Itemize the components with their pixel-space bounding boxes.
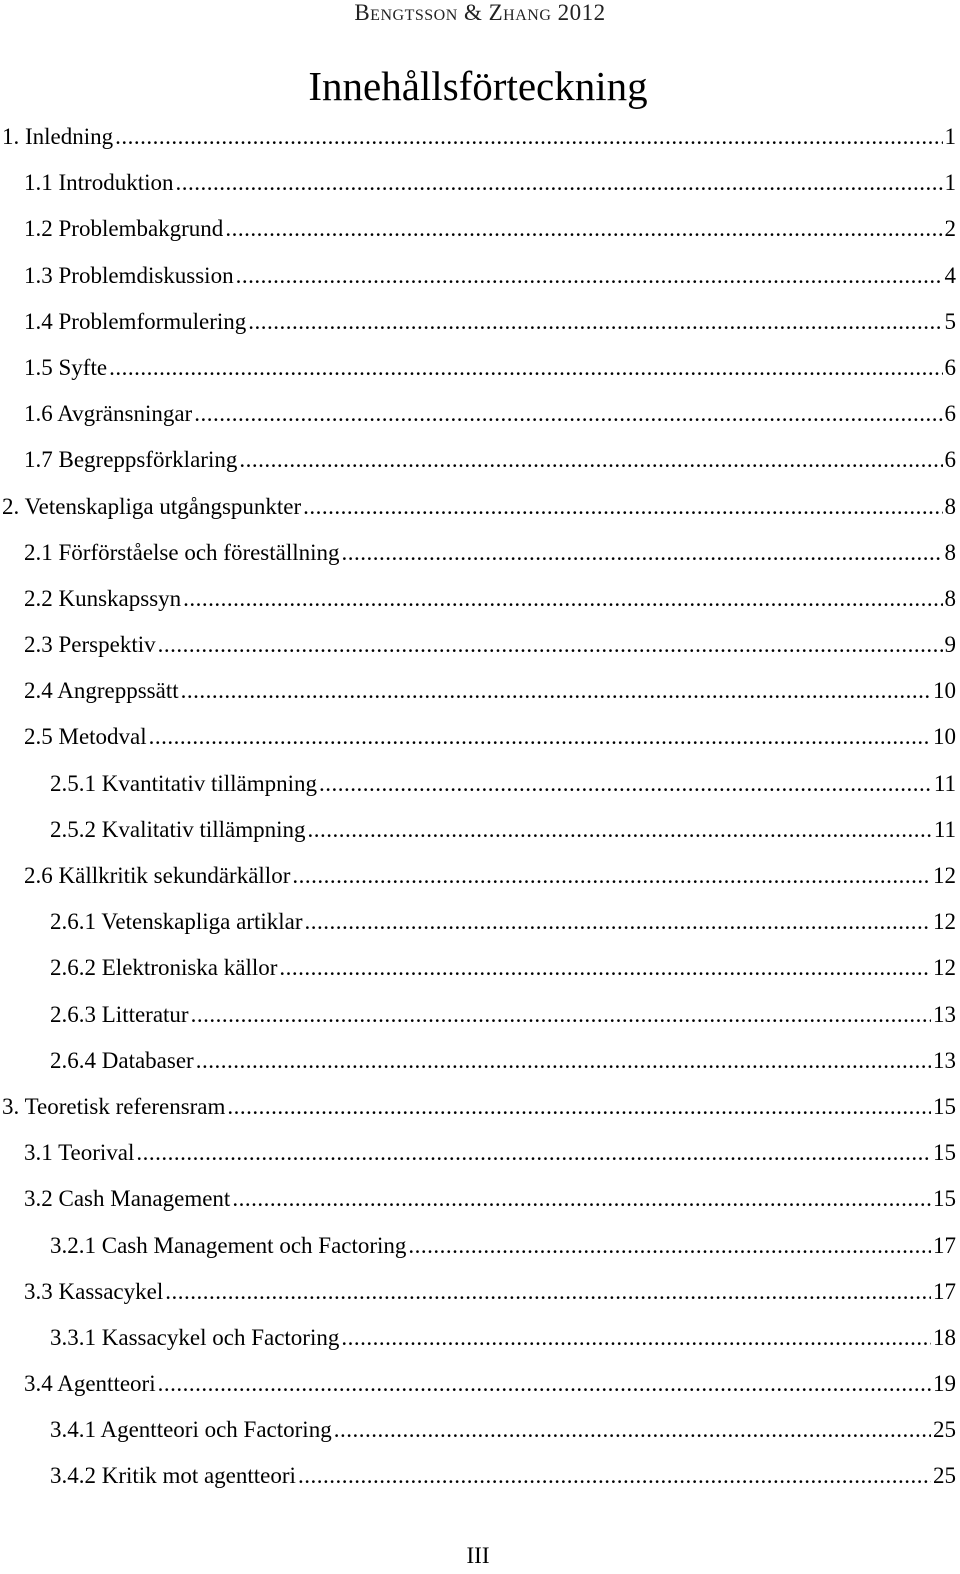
toc-entry-page: 11 (933, 770, 956, 796)
toc-entry-page: 8 (944, 585, 956, 611)
toc-entry[interactable] (0, 114, 956, 160)
toc-entry-page: 19 (933, 1371, 956, 1397)
toc-entry-label: 2.2 Kunskapssyn (24, 585, 182, 611)
toc-entry-label: 1.7 Begreppsförklaring (24, 447, 238, 473)
toc-entry-page: 12 (933, 909, 956, 935)
toc-entry-page: 9 (944, 632, 956, 658)
toc-entry-page: 11 (933, 816, 956, 842)
toc-entry-page: 17 (933, 1232, 956, 1258)
toc-entry-label: 3.3.1 Kassacykel och Factoring (50, 1324, 340, 1350)
toc-entry[interactable] (0, 345, 956, 391)
toc-entry-label: 1.2 Problembakgrund (24, 216, 224, 242)
toc-entry[interactable] (0, 1269, 956, 1315)
toc-entry-page: 4 (944, 262, 956, 288)
toc-entry[interactable] (0, 1453, 956, 1499)
toc-entry-label: 1.1 Introduktion (24, 170, 174, 196)
toc-entry-label: 2.6.2 Elektroniska källor (50, 955, 278, 981)
toc-dot-leader (225, 206, 942, 252)
toc-entry-page: 17 (933, 1278, 956, 1304)
toc-entry[interactable] (0, 1176, 956, 1222)
toc-entry[interactable] (0, 1084, 956, 1130)
toc-dot-leader (158, 622, 943, 668)
toc-entry[interactable] (0, 714, 956, 760)
page-title: Innehållsförteckning (308, 63, 648, 109)
toc-entry-page: 10 (933, 724, 956, 750)
toc-dot-leader (176, 160, 943, 206)
toc-dot-leader (342, 530, 943, 576)
table-of-contents (0, 114, 956, 1500)
toc-entry[interactable] (0, 761, 956, 807)
toc-entry[interactable] (0, 1223, 956, 1269)
toc-entry-label: 1.4 Problemformulering (24, 308, 247, 334)
toc-entry[interactable] (0, 853, 956, 899)
toc-entry-label: 2.5.2 Kvalitativ tillämpning (50, 816, 306, 842)
toc-entry[interactable] (0, 1407, 956, 1453)
toc-dot-leader (183, 576, 942, 622)
toc-dot-leader (236, 253, 943, 299)
toc-entry-label: 1.5 Syfte (24, 354, 108, 380)
toc-entry-page: 1 (944, 124, 956, 149)
toc-entry[interactable] (0, 253, 956, 299)
toc-entry[interactable] (0, 668, 956, 714)
toc-dot-leader (191, 992, 931, 1038)
toc-entry-page: 15 (933, 1140, 956, 1166)
toc-entry-page: 6 (944, 354, 956, 380)
toc-entry[interactable] (0, 1038, 956, 1084)
toc-entry[interactable] (0, 1361, 956, 1407)
toc-dot-leader (232, 1176, 931, 1222)
toc-entry-page: 12 (933, 955, 956, 981)
toc-entry[interactable] (0, 1315, 956, 1361)
toc-entry-label: 3.4.2 Kritik mot agentteori (50, 1463, 296, 1489)
toc-entry-page: 13 (933, 1001, 956, 1027)
toc-dot-leader (136, 1130, 931, 1176)
toc-entry[interactable] (0, 807, 956, 853)
toc-entry-label: 3. Teoretisk referensram (2, 1093, 226, 1119)
running-header: Bengtsson & Zhang 2012 (354, 0, 606, 25)
toc-entry-label: 2.6.1 Vetenskapliga artiklar (50, 909, 303, 935)
toc-dot-leader (196, 1038, 931, 1084)
toc-entry[interactable] (0, 206, 956, 252)
toc-entry[interactable] (0, 1130, 956, 1176)
toc-entry-label: 1.6 Avgränsningar (24, 401, 193, 427)
toc-dot-leader (279, 945, 931, 991)
toc-entry[interactable] (0, 530, 956, 576)
toc-dot-leader (165, 1269, 931, 1315)
toc-entry-label: 2.1 Förförståelse och föreställning (24, 539, 340, 565)
toc-dot-leader (239, 437, 942, 483)
toc-entry-label: 2.6.4 Databaser (50, 1047, 194, 1073)
toc-entry[interactable] (0, 945, 956, 991)
toc-dot-leader (248, 299, 942, 345)
toc-dot-leader (298, 1453, 931, 1499)
toc-dot-leader (319, 761, 932, 807)
toc-dot-leader (149, 714, 931, 760)
toc-entry[interactable] (0, 437, 956, 483)
toc-entry-label: 1.3 Problemdiskussion (24, 262, 234, 288)
toc-entry-label: 2.5 Metodval (24, 724, 147, 750)
toc-dot-leader (181, 668, 931, 714)
toc-entry-page: 10 (933, 678, 956, 704)
toc-entry-page: 6 (944, 401, 956, 427)
toc-entry-label: 1. Inledning (2, 124, 114, 149)
toc-dot-leader (158, 1361, 931, 1407)
toc-entry-page: 8 (944, 493, 956, 519)
toc-entry[interactable] (0, 622, 956, 668)
toc-dot-leader (115, 114, 942, 160)
toc-dot-leader (305, 899, 931, 945)
toc-entry-page: 15 (933, 1186, 956, 1212)
toc-entry[interactable] (0, 391, 956, 437)
toc-dot-leader (292, 853, 931, 899)
toc-entry-page: 18 (933, 1324, 956, 1350)
toc-entry[interactable] (0, 484, 956, 530)
toc-entry-page: 15 (933, 1093, 956, 1119)
toc-dot-leader (341, 1315, 931, 1361)
toc-entry[interactable] (0, 160, 956, 206)
toc-entry-page: 1 (944, 170, 956, 196)
toc-entry-label: 2. Vetenskapliga utgångspunkter (2, 493, 302, 519)
toc-entry-label: 3.2 Cash Management (24, 1186, 231, 1212)
toc-entry[interactable] (0, 299, 956, 345)
toc-entry-page: 5 (944, 308, 956, 334)
page-number: III (466, 1543, 490, 1568)
toc-entry-page: 12 (933, 863, 956, 888)
toc-dot-leader (194, 391, 942, 437)
toc-dot-leader (109, 345, 942, 391)
toc-dot-leader (408, 1223, 931, 1269)
toc-entry[interactable] (0, 899, 956, 945)
toc-entry-label: 3.2.1 Cash Management och Factoring (50, 1232, 407, 1258)
toc-entry-page: 13 (933, 1047, 956, 1073)
toc-dot-leader (227, 1084, 931, 1130)
toc-entry-page: 8 (944, 539, 956, 565)
toc-dot-leader (334, 1407, 931, 1453)
toc-dot-leader (308, 807, 932, 853)
toc-entry-label: 2.4 Angreppssätt (24, 678, 179, 704)
toc-entry-label: 3.4 Agentteori (24, 1371, 156, 1397)
toc-entry-label: 3.4.1 Agentteori och Factoring (50, 1417, 332, 1443)
toc-entry-label: 2.6.3 Litteratur (50, 1001, 189, 1027)
toc-entry-page: 6 (944, 447, 956, 473)
toc-entry[interactable] (0, 576, 956, 622)
toc-entry[interactable] (0, 992, 956, 1038)
toc-entry-page: 25 (933, 1417, 956, 1443)
toc-entry-label: 2.3 Perspektiv (24, 632, 156, 658)
toc-entry-label: 3.3 Kassacykel (24, 1278, 164, 1304)
toc-entry-label: 3.1 Teorival (24, 1140, 135, 1166)
toc-dot-leader (303, 484, 942, 530)
toc-entry-page: 2 (944, 216, 956, 242)
toc-entry-page: 25 (933, 1463, 956, 1489)
toc-entry-label: 2.5.1 Kvantitativ tillämpning (50, 770, 318, 796)
toc-entry-label: 2.6 Källkritik sekundärkällor (24, 863, 291, 888)
